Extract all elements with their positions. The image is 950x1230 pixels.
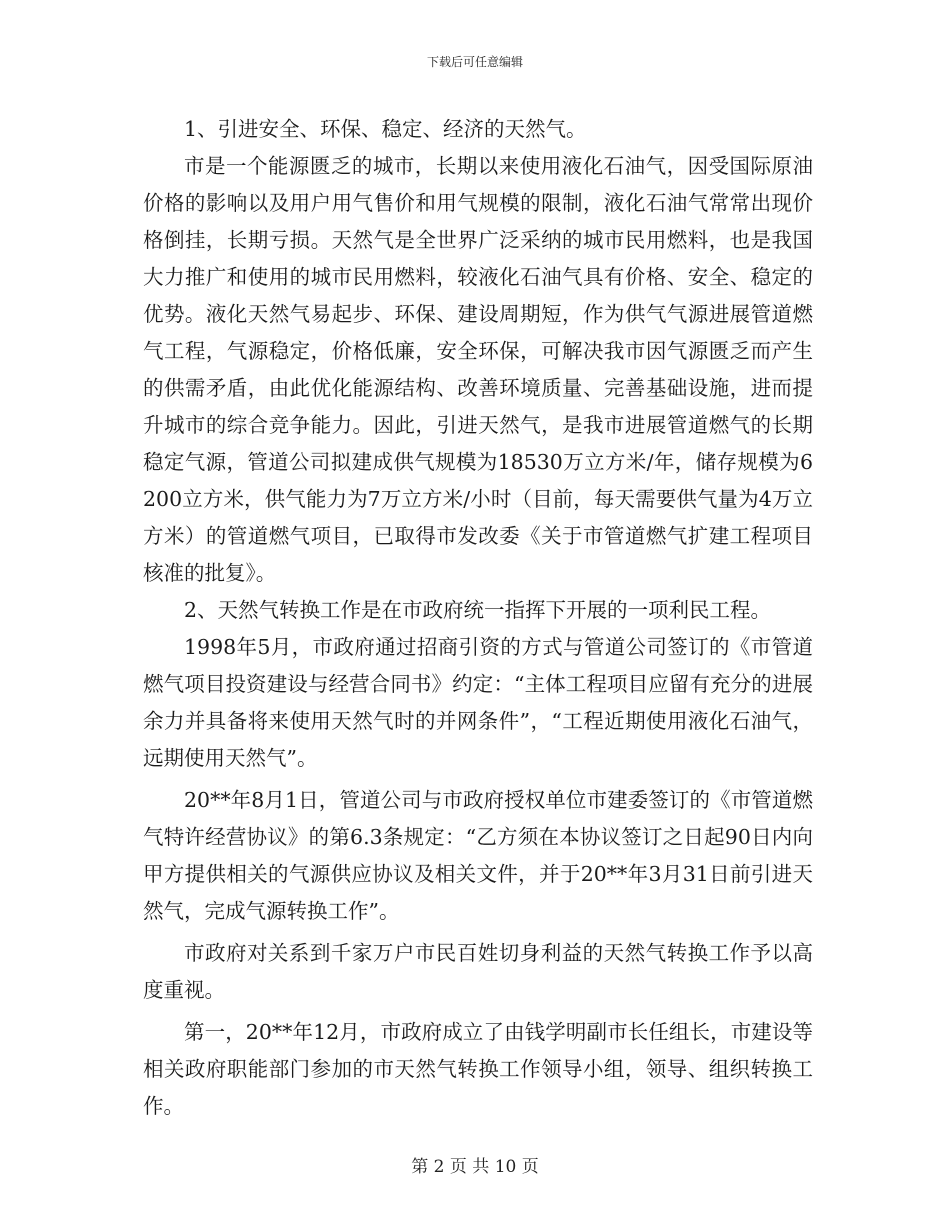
document-body — [143, 111, 813, 1125]
paragraph-7: 第一，20**年12月，市政府成立了由钱学明副市长任组长，市建设等相关政府职能部门参加的市天然气转换工作领导小组，领导、组织转换工作。 — [143, 1020, 813, 1118]
page-header: 下载后可任意编辑 — [426, 55, 523, 69]
paragraph-3: 2、天然气转换工作是在市政府统一指挥下开展的一项利民工程。 — [184, 598, 772, 622]
paragraph-4: 1998年5月，市政府通过招商引资的方式与管道公司签订的《市管道燃气项目投资建设与经营合同书》约定：“主体工程项目应留有充分的进展余力并具备将来使用天然气时的并网条件”，“工程近期使用液化石油气，远期使用天然气”。 — [143, 635, 813, 770]
paragraph-2: 市是一个能源匮乏的城市，长期以来使用液化石油气，因受国际原油价格的影响以及用户用气售价和用气规模的限制，液化石油气常常出现价格倒挂，长期亏损。天然气是全世界广泛采纳的城市民用燃料，也是我国大力推广和使用的城市民用燃料，较液化石油气具有价格、安全、稳定的优势。液化天然气易起步、环保、建设周期短，作为供气气源进展管道燃气工程，气源稳定，价格低廉，安全环保，可解决我市因气源匮乏而产生的供需矛盾，由此优化能源结构、改善环境质量、完善基础设施，进而提升城市的综合竞争能力。因此，引进天然气，是我市进展管道燃气的长期稳定气源，管道公司拟建成供气规模为18530万立方米/年，储存规模为6200立方米，供气能力为7万立方米/小时（目前，每天需要供气量为4万立方米）的管道燃气项目，已取得市发改委《关于市管道燃气扩建工程项目核准的批复》。 — [143, 154, 813, 585]
paragraph-6: 市政府对关系到千家万户市民百姓切身利益的天然气转换工作予以高度重视。 — [143, 941, 813, 1002]
paragraph-5: 20**年8月1日，管道公司与市政府授权单位市建委签订的《市管道燃气特许经营协议》的第6.3条规定：“乙方须在本协议签订之日起90日内向甲方提供相关的气源供应协议及相关文件，并于20**年3月31日前引进天然气，完成气源转换工作”。 — [143, 788, 813, 923]
page-footer: 第 2 页 共 10 页 — [411, 1157, 539, 1177]
paragraph-1: 1、引进安全、环保、稳定、经济的天然气。 — [184, 117, 587, 141]
